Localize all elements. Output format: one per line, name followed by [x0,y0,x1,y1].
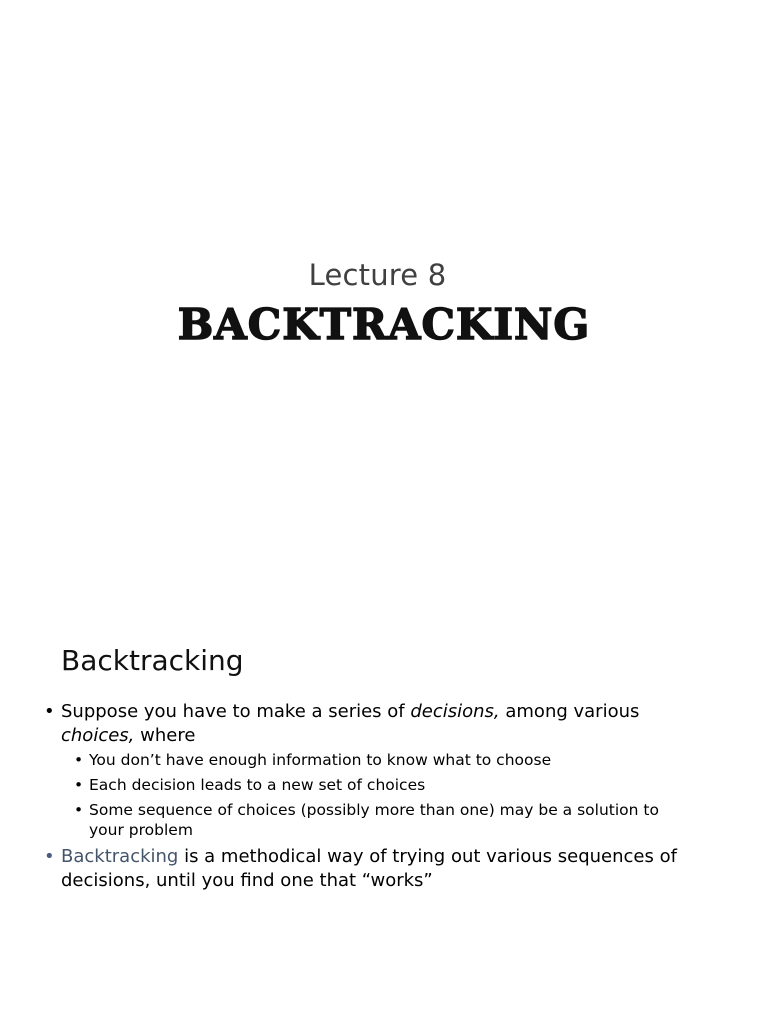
bullet-text: where [134,725,196,746]
sub-bullet-text: You don’t have enough information to know what to choose [89,751,552,769]
bullet-text: is a methodical way of trying out various sequences of decisions, until you find one that “works” [61,846,677,891]
content-slide [0,576,768,1024]
sub-bullet-text: Each decision leads to a new set of choices [89,776,426,794]
bullet-marker: • [74,801,84,819]
sub-bullet-item [61,800,694,840]
emphasis-text: choices, [61,725,135,746]
bullet-text: Suppose you have to make a series of [61,701,411,722]
bullet-marker: • [74,776,84,794]
sub-bullet-item [61,750,694,770]
key-term: Backtracking [61,846,179,867]
bullet-list [44,700,694,893]
sub-bullet-text: Some sequence of choices (possibly more than one) may be a solution to your problem [89,801,659,839]
sub-bullet-list [61,750,694,840]
bullet-marker: • [44,701,55,722]
lecture-number: Lecture 8 [308,258,447,292]
bullet-item [44,700,694,840]
bullet-text: among various [499,701,640,722]
emphasis-text: decisions, [410,701,500,722]
lecture-title: BACKTRACKING [177,300,591,349]
bullet-marker: • [74,751,84,769]
sub-bullet-item [61,775,694,795]
bullet-marker: • [44,846,55,867]
slide-heading: Backtracking [61,644,244,677]
bullet-item [44,845,694,893]
